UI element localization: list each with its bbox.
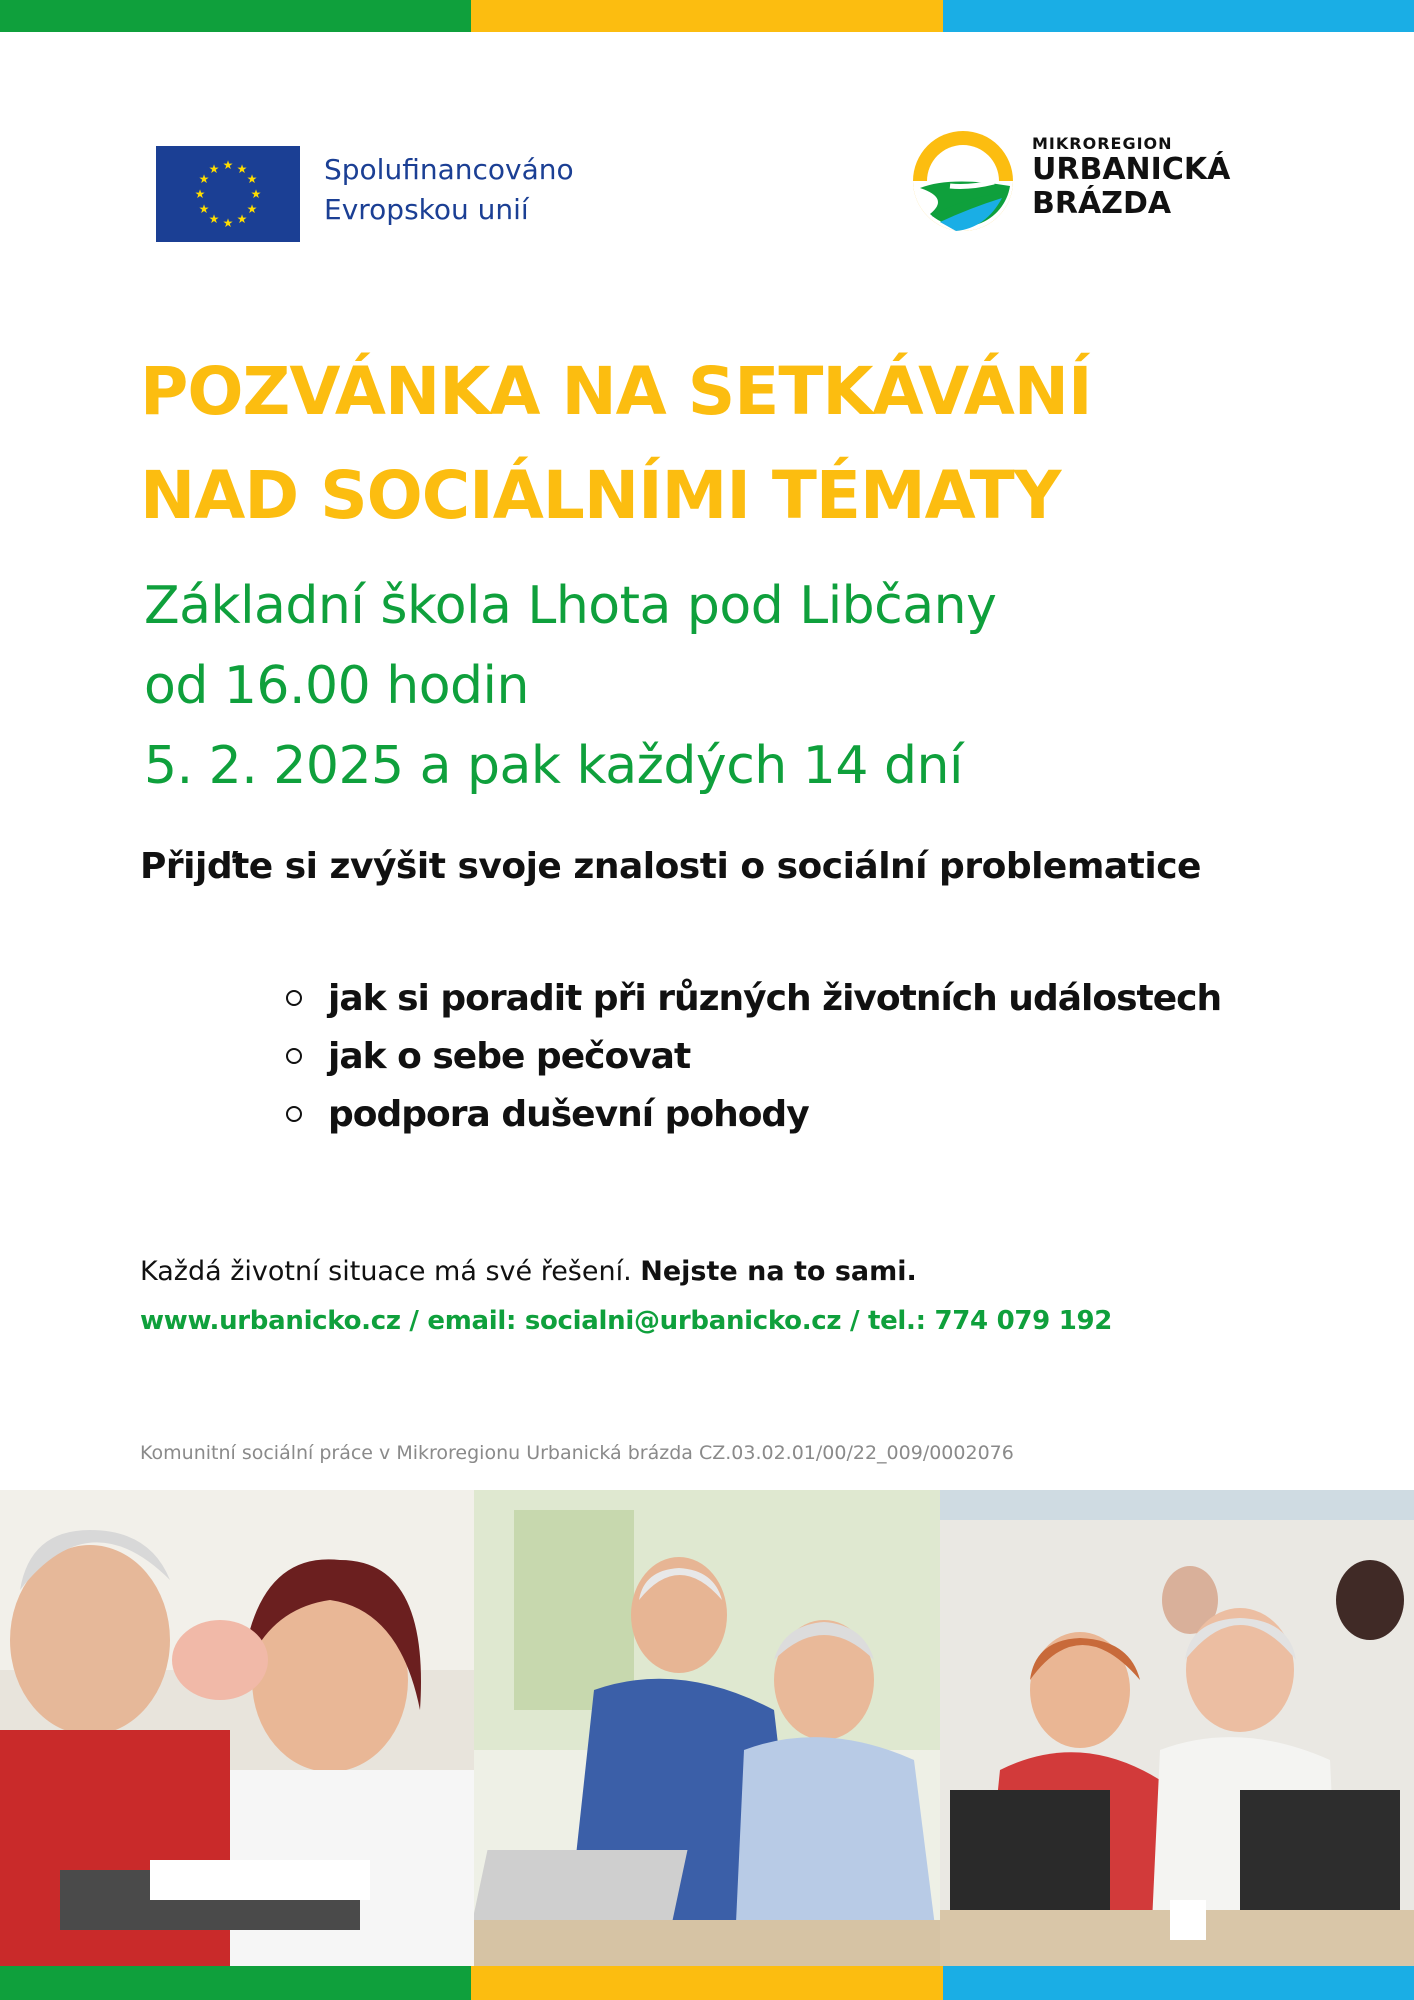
photo-seniors-laptop <box>474 1490 940 1966</box>
list-item <box>286 970 1221 1028</box>
event-venue: Základní škola Lhota pod Libčany <box>144 576 997 636</box>
bottom-bar-green <box>0 1966 471 2000</box>
photo-women-laptop-class <box>940 1490 1414 1966</box>
top-bar-blue <box>943 0 1414 32</box>
project-footnote: Komunitní sociální práce v Mikroregionu Urbanická brázda CZ.03.02.01/00/22_009/0002076 <box>140 1442 1014 1464</box>
svg-text:★: ★ <box>208 212 220 226</box>
svg-text:★: ★ <box>194 187 206 201</box>
svg-text:★: ★ <box>250 187 262 201</box>
bottom-bar-blue <box>943 1966 1414 2000</box>
event-date: 5. 2. 2025 a pak každých 14 dní <box>144 736 963 796</box>
region-name-line1: URBANICKÁ <box>1032 152 1231 187</box>
bottom-color-bar <box>0 1966 1414 2000</box>
contact-line: www.urbanicko.cz / email: socialni@urbanicko.cz / tel.: 774 079 192 <box>140 1306 1113 1336</box>
list-item <box>286 1086 1221 1144</box>
bullet-circle-icon <box>286 990 302 1006</box>
svg-text:★: ★ <box>198 202 210 216</box>
svg-text:★: ★ <box>246 172 258 186</box>
headline-line1: POZVÁNKA NA SETKÁVÁNÍ <box>140 353 1092 430</box>
photo-couple-piggy-bank <box>0 1490 474 1966</box>
top-color-bar <box>0 0 1414 32</box>
svg-text:★: ★ <box>222 158 234 172</box>
tagline-bold: Nejste na to sami. <box>640 1256 917 1287</box>
invitation-headline <box>140 340 1092 548</box>
tagline <box>140 1256 917 1287</box>
event-details <box>144 566 996 806</box>
eu-text-line1: Spolufinancováno <box>324 153 574 186</box>
svg-text:★: ★ <box>236 212 248 226</box>
topic-text: jak o sebe pečovat <box>328 1036 691 1077</box>
eu-text-line2: Evropskou unií <box>324 193 529 226</box>
eu-cofinanced-text <box>324 150 574 230</box>
bullet-circle-icon <box>286 1048 302 1064</box>
topic-list <box>286 970 1221 1144</box>
bottom-bar-yellow <box>471 1966 942 2000</box>
top-bar-yellow <box>471 0 942 32</box>
mikroregion-name <box>1032 134 1230 221</box>
tagline-normal: Každá životní situace má své řešení. <box>140 1256 641 1287</box>
mikroregion-logo-icon <box>910 128 1016 234</box>
bullet-circle-icon <box>286 1106 302 1122</box>
topic-text: podpora duševní pohody <box>328 1094 809 1135</box>
event-time: od 16.00 hodin <box>144 656 529 716</box>
top-bar-green <box>0 0 471 32</box>
eu-flag-icon <box>156 146 300 242</box>
svg-text:★: ★ <box>222 216 234 230</box>
topic-text: jak si poradit při různých životních událostech <box>328 978 1222 1019</box>
lead-text: Přijďte si zvýšit svoje znalosti o sociální problematice <box>140 846 1201 887</box>
region-name-line2: BRÁZDA <box>1032 186 1172 221</box>
headline-line2: NAD SOCIÁLNÍMI TÉMATY <box>140 457 1061 534</box>
list-item <box>286 1028 1221 1086</box>
svg-text:★: ★ <box>198 172 210 186</box>
region-small-label: MIKROREGION <box>1032 134 1173 153</box>
svg-text:★: ★ <box>236 162 248 176</box>
svg-text:★: ★ <box>208 162 220 176</box>
svg-text:★: ★ <box>246 202 258 216</box>
